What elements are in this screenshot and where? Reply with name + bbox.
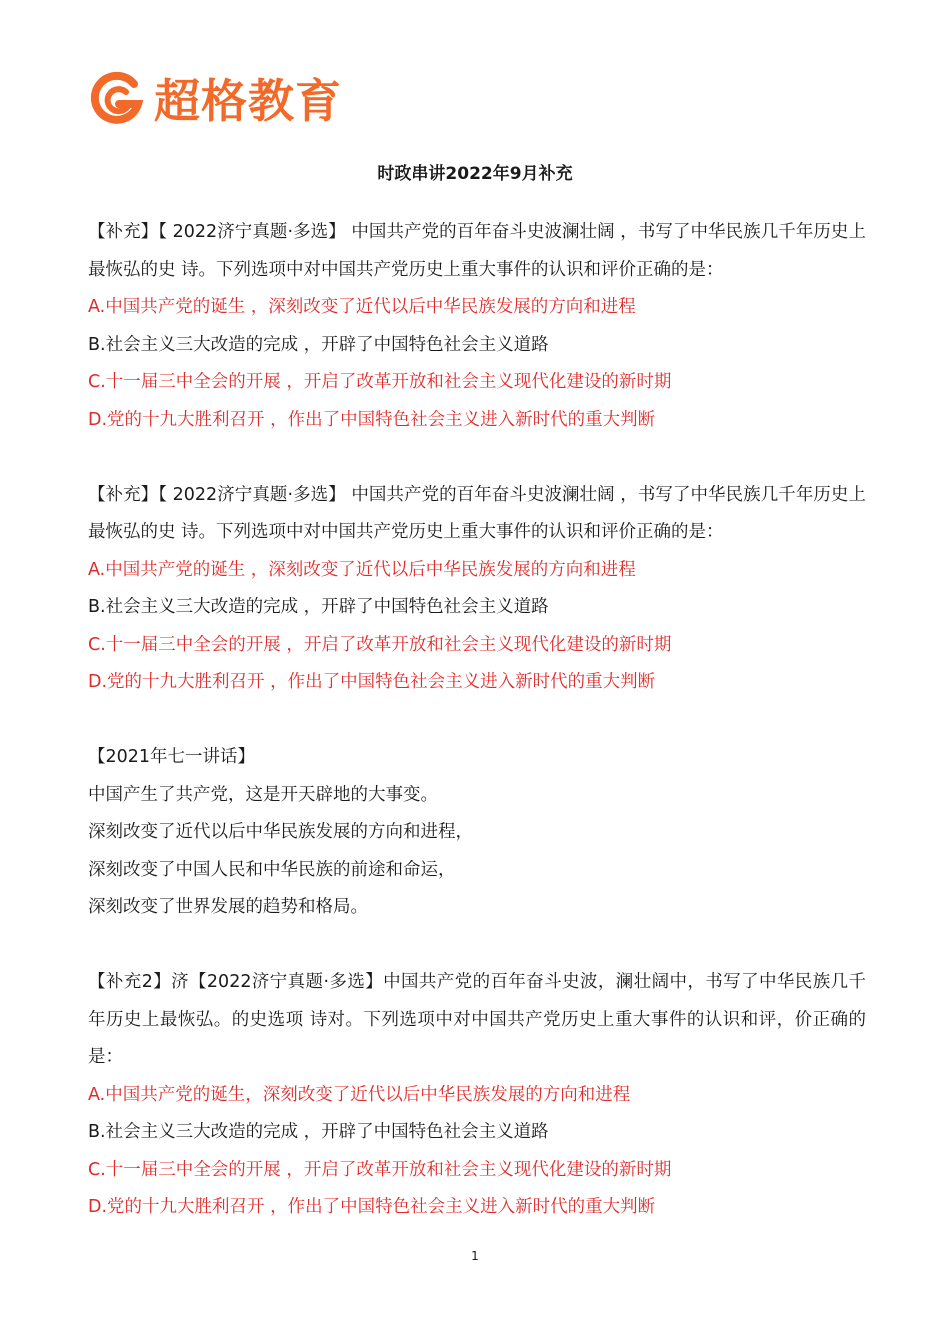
- question-stem: 【补充】【 2022济宁真题·多选】 中国共产党的百年奋斗史波澜壮阔 ，书写了中华民族几千年历史上最恢弘的史 诗。下列选项中对中国共产党历史上重大事件的认识和评价正确的是：: [88, 484, 866, 542]
- speech-heading: 【2021年七一讲话】: [88, 747, 256, 767]
- question-block-2: [88, 477, 866, 702]
- spacer: [88, 439, 866, 477]
- option-c: C.十一届三中全会的开展 ，开启了改革开放和社会主义现代化建设的新时期: [88, 372, 672, 392]
- option-c: C.十一届三中全会的开展 ，开启了改革开放和社会主义现代化建设的新时期: [88, 1159, 672, 1180]
- brand-name: 超格教育: [154, 74, 342, 128]
- question-stem: 【补充2】济【2022济宁真题·多选】中国共产党的百年奋斗史波，澜壮阔中，书写了中华民族几千年历史上最恢弘。的史选项 诗对。下列选项中对中国共产党历史上重大事件的认识和评，价正确的是：: [88, 972, 866, 1067]
- question-block-3: [88, 964, 866, 1227]
- brand-logo-icon: [86, 70, 148, 132]
- spacer: [88, 702, 866, 740]
- page-number: 1: [471, 1249, 479, 1263]
- option-a: A.中国共产党的诞生 ，深刻改变了近代以后中华民族发展的方向和进程: [88, 559, 636, 580]
- speech-line-2: 深刻改变了近代以后中华民族发展的方向和进程，: [88, 822, 473, 842]
- brand-logo: [86, 70, 342, 132]
- option-b: B.社会主义三大改造的完成 ，开辟了中国特色社会主义道路: [88, 334, 549, 355]
- option-b: B.社会主义三大改造的完成 ，开辟了中国特色社会主义道路: [88, 597, 549, 617]
- option-c: C.十一届三中全会的开展 ，开启了改革开放和社会主义现代化建设的新时期: [88, 634, 672, 655]
- speech-line-4: 深刻改变了世界发展的趋势和格局。: [88, 897, 368, 917]
- option-d: D.党的十九大胜利召开 ，作出了中国特色社会主义进入新时代的重大判断: [88, 672, 656, 692]
- option-d: D.党的十九大胜利召开 ，作出了中国特色社会主义进入新时代的重大判断: [88, 409, 656, 430]
- speech-block: [88, 739, 866, 927]
- spacer: [88, 927, 866, 965]
- document-title: 时政串讲2022年9月补充: [377, 164, 573, 184]
- question-block-1: [88, 214, 866, 439]
- question-stem: 【补充】【 2022济宁真题·多选】 中国共产党的百年奋斗史波澜壮阔 ，书写了中华民族几千年历史上最恢弘的史 诗。下列选项中对中国共产党历史上重大事件的认识和评价正确的是：: [88, 222, 866, 280]
- option-b: B.社会主义三大改造的完成 ，开辟了中国特色社会主义道路: [88, 1122, 549, 1142]
- document-body: [88, 214, 866, 1227]
- speech-line-3: 深刻改变了中国人民和中华民族的前途和命运，: [88, 859, 456, 880]
- option-a: A.中国共产党的诞生，深刻改变了近代以后中华民族发展的方向和进程: [88, 1084, 631, 1105]
- speech-line-1: 中国产生了共产党，这是开天辟地的大事变。: [88, 784, 438, 805]
- option-a: A.中国共产党的诞生 ，深刻改变了近代以后中华民族发展的方向和进程: [88, 297, 636, 317]
- option-d: D.党的十九大胜利召开 ，作出了中国特色社会主义进入新时代的重大判断: [88, 1197, 656, 1217]
